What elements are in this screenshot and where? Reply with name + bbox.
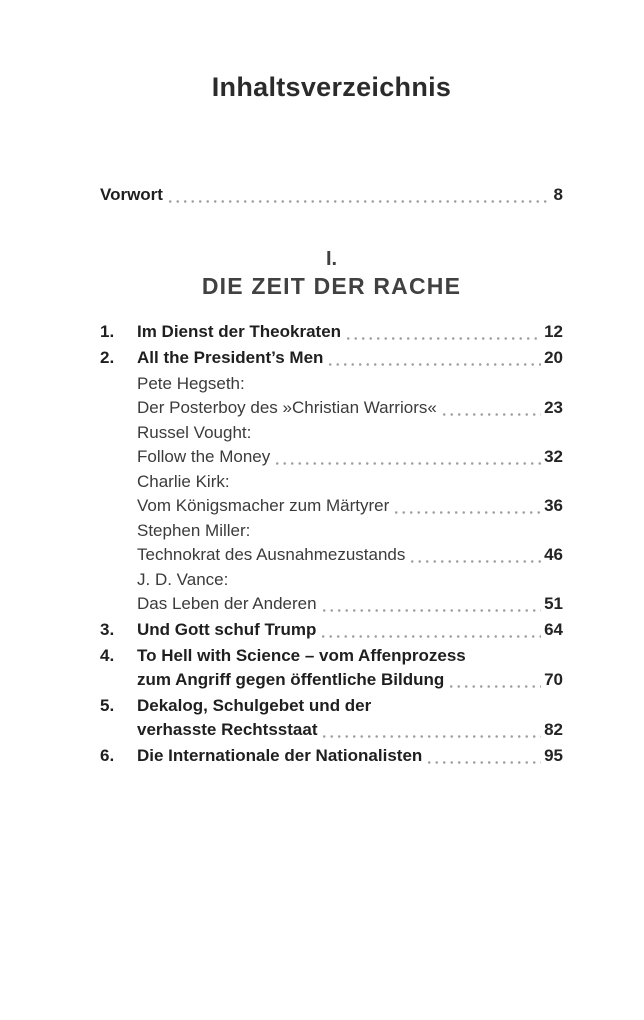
entry-content bbox=[137, 644, 563, 692]
page-number: 23 bbox=[544, 398, 563, 417]
entry-text: Im Dienst der Theokraten bbox=[137, 322, 342, 341]
entry-line bbox=[137, 445, 563, 469]
entry-line bbox=[137, 346, 563, 370]
entry-line bbox=[137, 568, 563, 592]
entry-content bbox=[137, 470, 563, 518]
entry-text: Dekalog, Schulgebet und der bbox=[137, 696, 372, 715]
dot-leader bbox=[450, 685, 541, 688]
entry-text: To Hell with Science – vom Affenprozess bbox=[137, 646, 466, 665]
dot-leader bbox=[322, 635, 541, 638]
page-number: 8 bbox=[553, 185, 563, 204]
entry-content bbox=[137, 320, 563, 344]
entry-content bbox=[137, 519, 563, 567]
toc-entry[interactable] bbox=[100, 470, 563, 518]
entry-text: zum Angriff gegen öffentliche Bildung bbox=[137, 670, 445, 689]
entry-line bbox=[100, 183, 563, 207]
entry-text: Charlie Kirk: bbox=[137, 472, 230, 491]
toc-entry[interactable] bbox=[100, 320, 563, 344]
entry-content bbox=[137, 568, 563, 616]
entry-text: All the President’s Men bbox=[137, 348, 324, 367]
entry-line bbox=[137, 470, 563, 494]
toc-entry[interactable] bbox=[100, 568, 563, 616]
page-number: 20 bbox=[544, 348, 563, 367]
entry-line bbox=[137, 592, 563, 616]
entry-line bbox=[137, 668, 563, 692]
entry-text: Technokrat des Ausnahmezustands bbox=[137, 545, 406, 564]
entry-line bbox=[137, 519, 563, 543]
dot-leader bbox=[411, 560, 541, 563]
entry-text: Die Internationale der Nationalisten bbox=[137, 746, 423, 765]
page-number: 70 bbox=[544, 670, 563, 689]
page-title: Inhaltsverzeichnis bbox=[211, 72, 452, 102]
entry-number: 5. bbox=[100, 696, 115, 715]
toc-entry[interactable] bbox=[100, 744, 563, 768]
entry-line bbox=[137, 744, 563, 768]
entry-content bbox=[137, 346, 563, 370]
entry-line bbox=[137, 618, 563, 642]
entry-line bbox=[137, 718, 563, 742]
entry-text: Follow the Money bbox=[137, 447, 271, 466]
toc-entry[interactable] bbox=[100, 346, 563, 370]
entry-text: Russel Vought: bbox=[137, 423, 252, 442]
toc-entries bbox=[100, 318, 563, 770]
page-number: 12 bbox=[544, 322, 563, 341]
entry-text: J. D. Vance: bbox=[137, 570, 229, 589]
entry-number: 1. bbox=[100, 322, 115, 341]
page-number: 64 bbox=[544, 620, 563, 639]
entry-line bbox=[137, 421, 563, 445]
section-heading bbox=[100, 246, 563, 301]
dot-leader bbox=[323, 609, 541, 612]
entry-line bbox=[137, 320, 563, 344]
section-title: DIE ZEIT DER RACHE bbox=[201, 273, 462, 299]
entry-text: Und Gott schuf Trump bbox=[137, 620, 317, 639]
dot-leader bbox=[428, 761, 541, 764]
toc-entry[interactable] bbox=[100, 421, 563, 469]
entry-text: Vom Königsmacher zum Märtyrer bbox=[137, 496, 390, 515]
toc-entry[interactable] bbox=[100, 372, 563, 420]
entry-content bbox=[137, 618, 563, 642]
page-number: 95 bbox=[544, 746, 563, 765]
toc-entry[interactable] bbox=[100, 694, 563, 742]
entry-content bbox=[137, 372, 563, 420]
entry-text: Vorwort bbox=[100, 185, 163, 204]
toc-entry-vorwort[interactable] bbox=[100, 183, 563, 207]
dot-leader bbox=[276, 462, 541, 465]
toc-entry[interactable] bbox=[100, 644, 563, 692]
entry-text: Pete Hegseth: bbox=[137, 374, 245, 393]
section-numeral: I. bbox=[325, 248, 338, 270]
dot-leader bbox=[169, 200, 551, 203]
page-number: 36 bbox=[544, 496, 563, 515]
entry-text: verhasste Rechtsstaat bbox=[137, 720, 318, 739]
entry-line bbox=[137, 494, 563, 518]
toc-entry[interactable] bbox=[100, 519, 563, 567]
entry-line bbox=[137, 644, 563, 668]
entry-line bbox=[137, 694, 563, 718]
dot-leader bbox=[323, 735, 541, 738]
toc-entry[interactable] bbox=[100, 618, 563, 642]
page-number: 46 bbox=[544, 545, 563, 564]
entry-line bbox=[137, 543, 563, 567]
page-number: 32 bbox=[544, 447, 563, 466]
entry-line bbox=[137, 396, 563, 420]
page-number: 51 bbox=[544, 594, 563, 613]
entry-number: 6. bbox=[100, 746, 115, 765]
dot-leader bbox=[443, 413, 541, 416]
entry-text: Der Posterboy des »Christian Warriors« bbox=[137, 398, 437, 417]
page-number: 82 bbox=[544, 720, 563, 739]
entry-text: Stephen Miller: bbox=[137, 521, 251, 540]
entry-content bbox=[137, 694, 563, 742]
entry-number: 2. bbox=[100, 348, 115, 367]
entry-text: Das Leben der Anderen bbox=[137, 594, 317, 613]
entry-number: 3. bbox=[100, 620, 115, 639]
dot-leader bbox=[329, 363, 541, 366]
entry-content bbox=[137, 744, 563, 768]
entry-number: 4. bbox=[100, 646, 115, 665]
dot-leader bbox=[395, 511, 541, 514]
dot-leader bbox=[347, 337, 541, 340]
entry-line bbox=[137, 372, 563, 396]
entry-content bbox=[137, 421, 563, 469]
